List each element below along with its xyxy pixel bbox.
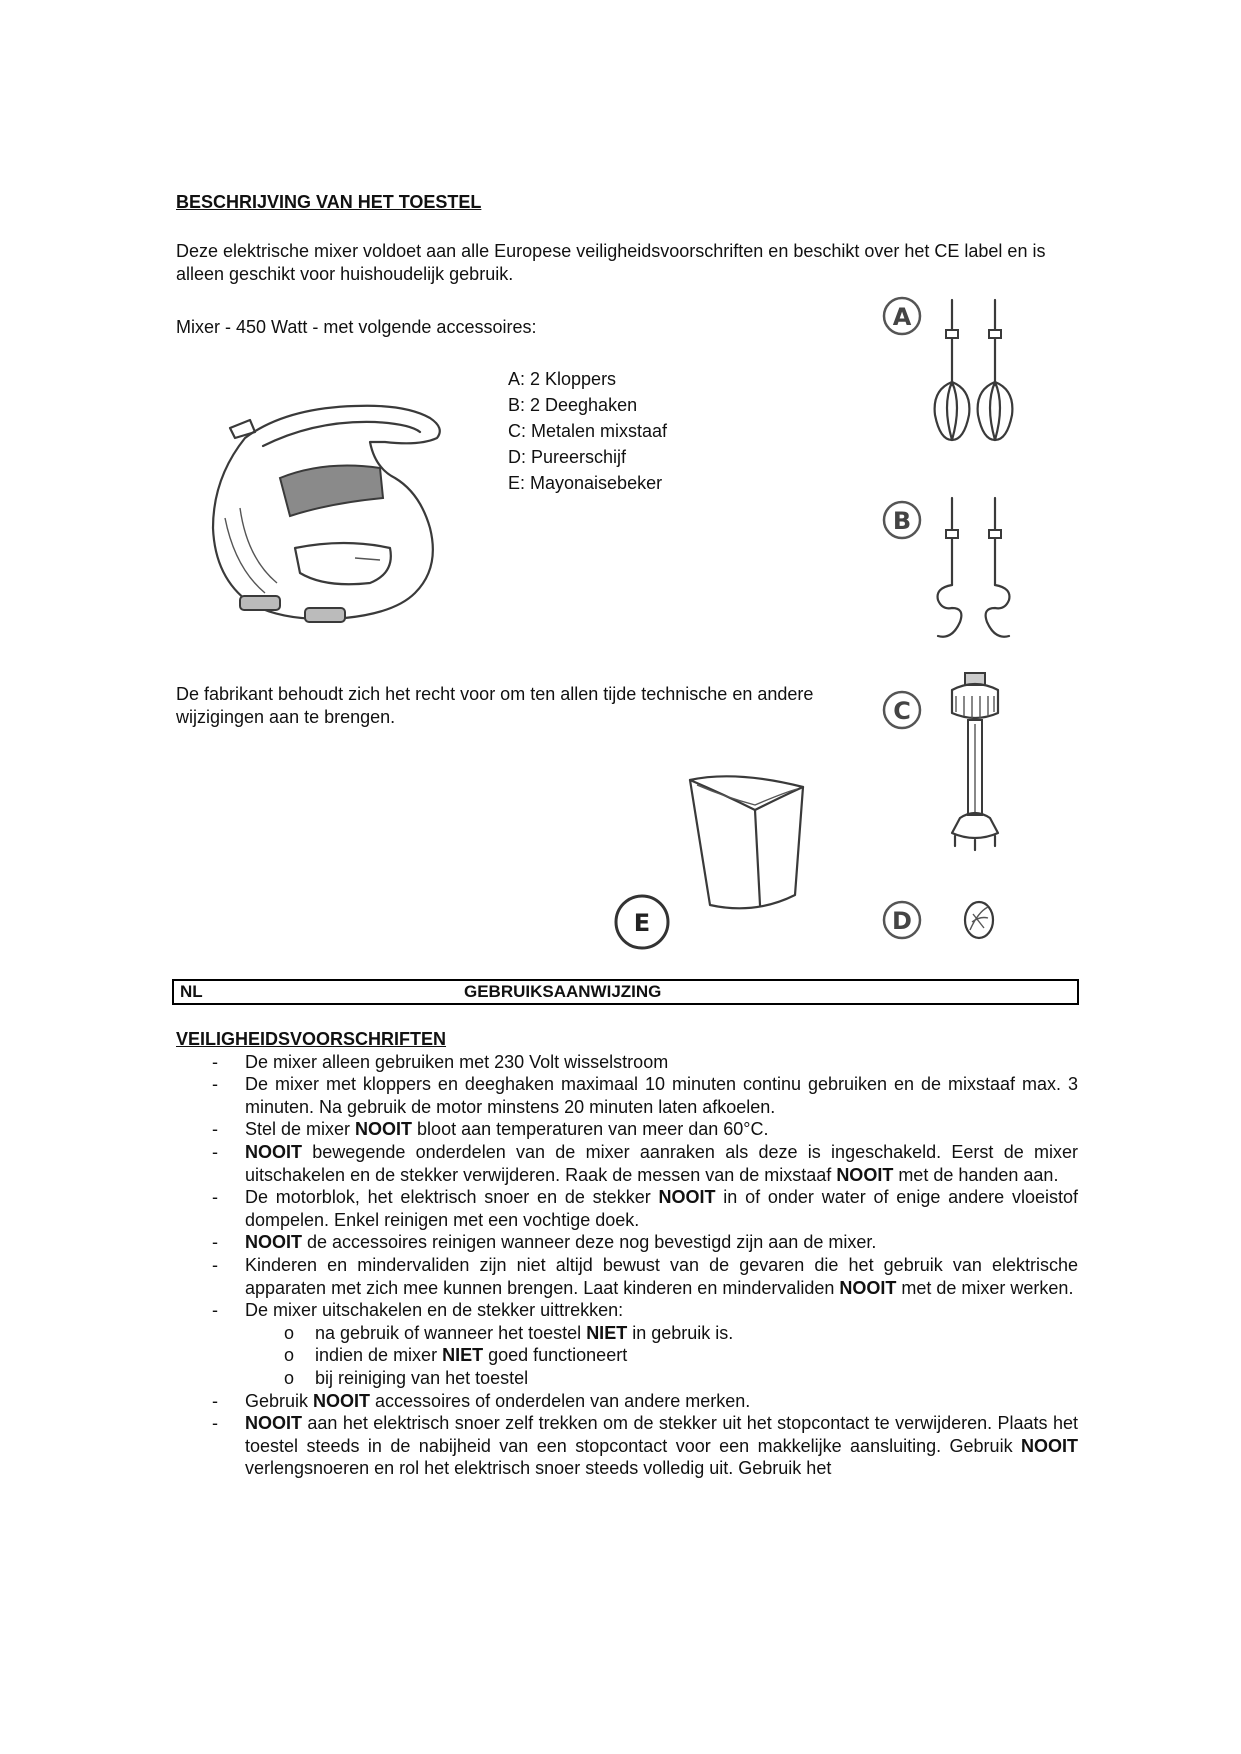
label-e: E <box>633 909 651 937</box>
safety-item: - Stel de mixer NOOIT bloot aan temperaturen van meer dan 60°C. <box>176 1118 1078 1141</box>
accessory-item: D: Pureerschijf <box>508 447 627 467</box>
accessory-item: A: 2 Kloppers <box>508 369 617 389</box>
hand-mixer-illustration <box>205 398 460 638</box>
safety-item: - De motorblok, het elektrisch snoer en de stekker NOOIT in of onder water of enige andere vloeistof dompelen. Enkel reinigen met een vochtige doek. <box>176 1186 1078 1231</box>
label-c: C <box>893 697 911 725</box>
beaters-figure <box>880 290 1030 450</box>
label-a: A <box>892 303 912 331</box>
safety-subitem: o na gebruik of wanneer het toestel NIET in gebruik is. <box>176 1322 1078 1345</box>
beater-icon <box>935 300 970 440</box>
safety-subitem: o indien de mixer NIET goed functioneert <box>176 1344 1078 1367</box>
accessory-item: C: Metalen mixstaaf <box>508 421 668 441</box>
safety-title: VEILIGHEIDSVOORSCHRIFTEN <box>176 1029 447 1049</box>
accessory-list <box>508 366 667 496</box>
blender-shaft-figure <box>880 668 1030 878</box>
manual-header-bar <box>172 979 1079 1005</box>
rights-note: De fabrikant behoudt zich het recht voor om ten allen tijde technische en andere wijzigingen aan te brengen. <box>176 684 814 727</box>
safety-item: - Gebruik NOOIT accessoires of onderdelen van andere merken. <box>176 1390 1078 1413</box>
beater-icon <box>978 300 1013 440</box>
safety-item: - Kinderen en mindervaliden zijn niet altijd bewust van de gevaren die het gebruik van elektrische apparaten met zich mee kunnen brengen. Laat kinderen en mindervaliden NOOIT met de mixer werken. <box>176 1254 1078 1299</box>
intro-paragraph: Deze elektrische mixer voldoet aan alle Europese veiligheidsvoorschriften en beschikt over het CE label en is alleen geschikt voor huishoudelijk gebruik. <box>176 241 1046 284</box>
section-title-device: BESCHRIJVING VAN HET TOESTEL <box>176 192 482 212</box>
label-b: B <box>892 507 912 535</box>
safety-item: - NOOIT bewegende onderdelen van de mixer aanraken als deze is ingeschakeld. Eerst de mixer uitschakelen en de stekker verwijderen. Raak de messen van de mixstaaf NOOIT met de handen aan. <box>176 1141 1078 1186</box>
safety-item: - De mixer met kloppers en deeghaken maximaal 10 minuten continu gebruiken en de mixstaaf max. 3 minuten. Na gebruik de motor minstens 20 minuten laten afkoelen. <box>176 1073 1078 1118</box>
safety-item: - De mixer alleen gebruiken met 230 Volt wisselstroom <box>176 1051 1078 1074</box>
safety-subitem: o bij reiniging van het toestel <box>176 1367 1078 1390</box>
manual-title: GEBRUIKSAANWIJZING <box>464 982 662 1001</box>
puree-disc-figure <box>880 892 1030 952</box>
safety-section <box>176 1028 1078 1480</box>
safety-item: - NOOIT de accessoires reinigen wanneer deze nog bevestigd zijn aan de mixer. <box>176 1231 1078 1254</box>
dough-hook-icon <box>986 498 1010 637</box>
beaker-icon <box>690 776 803 908</box>
dough-hooks-figure <box>880 490 1030 650</box>
safety-item: - NOOIT aan het elektrisch snoer zelf trekken om de stekker uit het stopcontact te verwijderen. Plaats het toestel steeds in de nabijheid van een stopcontact voor een makkelijke aansluiting. Gebruik NOOIT verlengsnoeren en rol het elektrisch snoer steeds volledig uit. Gebruik het <box>176 1412 1078 1480</box>
accessory-item: B: 2 Deeghaken <box>508 395 638 415</box>
accessory-item: E: Mayonaisebeker <box>508 473 663 493</box>
blender-shaft-icon <box>952 673 998 850</box>
safety-list <box>176 1051 1078 1480</box>
language-code: NL <box>180 982 203 1001</box>
puree-disc-icon <box>965 902 993 938</box>
dough-hook-icon <box>938 498 962 637</box>
label-d: D <box>892 907 912 935</box>
mixer-line: Mixer - 450 Watt - met volgende accessoires: <box>176 317 537 337</box>
safety-item: - De mixer uitschakelen en de stekker uittrekken: <box>176 1299 1078 1322</box>
mayonnaise-beaker-figure <box>605 765 820 965</box>
